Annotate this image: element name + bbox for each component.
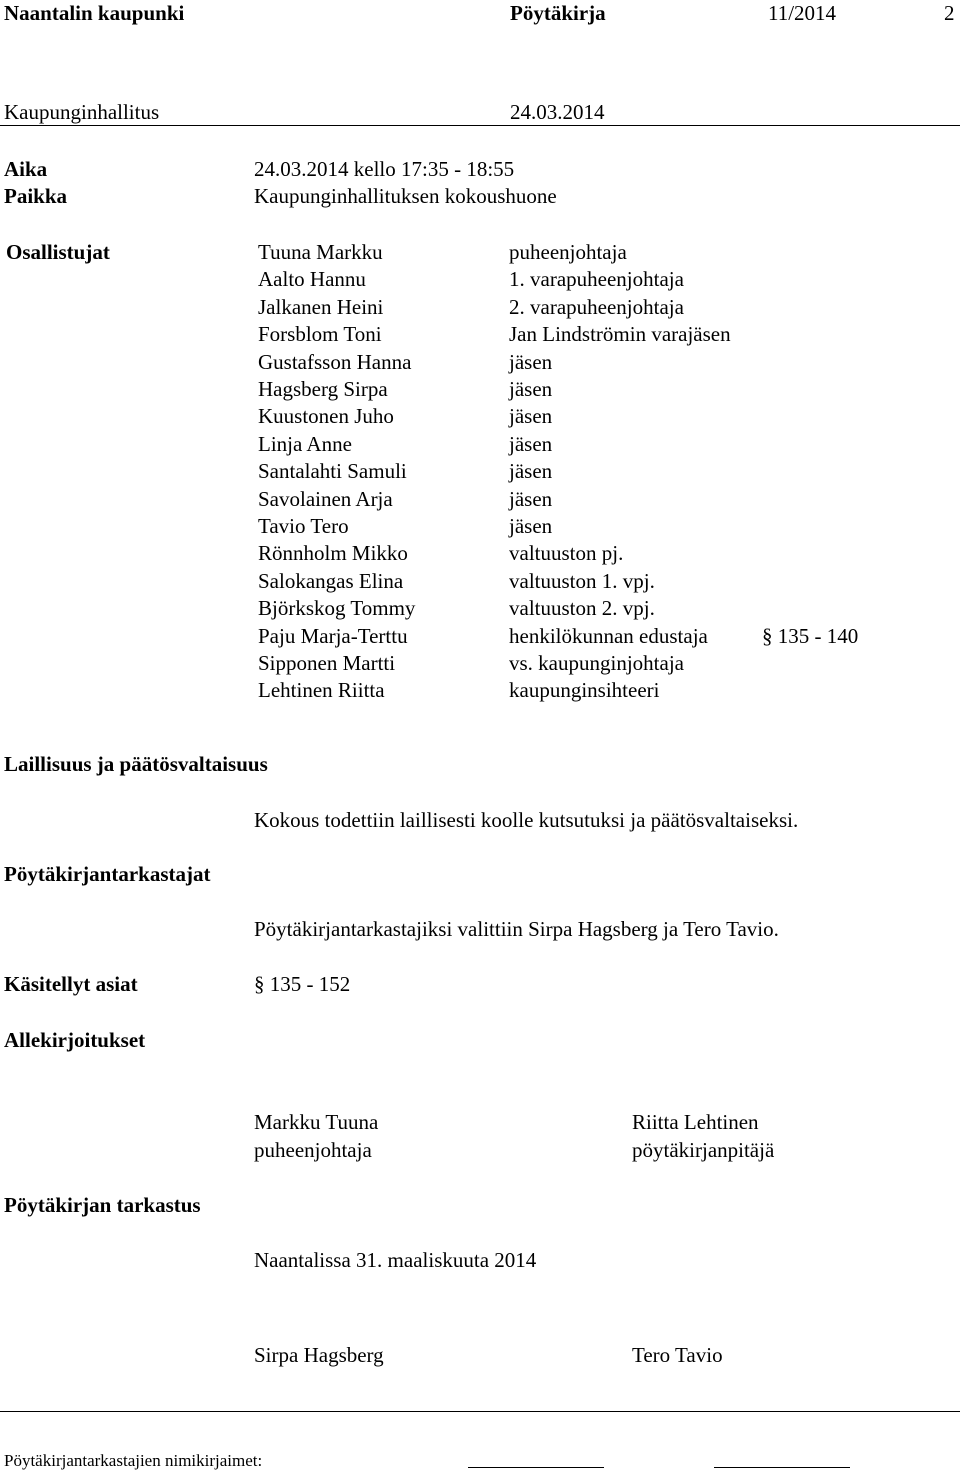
body-name: Kaupunginhallitus xyxy=(4,100,160,124)
chair-role: puheenjohtaja xyxy=(254,1138,372,1162)
participant-role: jäsen xyxy=(509,350,553,374)
participant-name: Savolainen Arja xyxy=(258,487,393,511)
participant-note: § 135 - 140 xyxy=(762,624,859,648)
place-label: Paikka xyxy=(4,184,68,208)
participant-role: valtuuston 1. vpj. xyxy=(509,569,655,593)
examiners-text: Pöytäkirjantarkastajiksi valittiin Sirpa Hagsberg ja Tero Tavio. xyxy=(254,917,779,941)
participant-role: 1. varapuheenjohtaja xyxy=(509,267,684,291)
items-label: Käsitellyt asiat xyxy=(4,972,138,996)
participant-role: jäsen xyxy=(509,459,553,483)
participant-role: Jan Lindströmin varajäsen xyxy=(509,322,731,346)
participant-role: jäsen xyxy=(509,432,553,456)
time-value: 24.03.2014 kello 17:35 - 18:55 xyxy=(254,157,515,181)
participant-name: Kuustonen Juho xyxy=(258,404,394,428)
doc-type: Pöytäkirja xyxy=(510,1,606,25)
review-label: Pöytäkirjan tarkastus xyxy=(4,1193,201,1217)
participant-name: Rönnholm Mikko xyxy=(258,541,408,565)
secretary-role: pöytäkirjanpitäjä xyxy=(632,1138,775,1162)
doc-number: 11/2014 xyxy=(768,1,837,25)
initials-line-2 xyxy=(714,1467,850,1468)
participant-name: Salokangas Elina xyxy=(258,569,404,593)
participant-role: valtuuston pj. xyxy=(509,541,624,565)
participant-role: kaupunginsihteeri xyxy=(509,678,660,702)
page-number: 2 xyxy=(944,1,955,25)
participant-role: jäsen xyxy=(509,404,553,428)
participant-name: Sipponen Martti xyxy=(258,651,396,675)
participant-name: Aalto Hannu xyxy=(258,267,366,291)
header-date: 24.03.2014 xyxy=(510,100,605,124)
participant-name: Hagsberg Sirpa xyxy=(258,377,388,401)
time-label: Aika xyxy=(4,157,48,181)
legality-text: Kokous todettiin laillisesti koolle kutsutuksi ja päätösvaltaiseksi. xyxy=(254,808,799,832)
examiners-label: Pöytäkirjantarkastajat xyxy=(4,862,211,886)
participants-label: Osallistujat xyxy=(6,240,110,264)
header-rule xyxy=(0,125,960,126)
footer-rule xyxy=(0,1411,960,1412)
initials-label: Pöytäkirjantarkastajien nimikirjaimet: xyxy=(4,1451,263,1470)
participant-role: valtuuston 2. vpj. xyxy=(509,596,655,620)
place-value: Kaupunginhallituksen kokoushuone xyxy=(254,184,557,208)
participant-role: jäsen xyxy=(509,487,553,511)
initials-line-1 xyxy=(468,1467,604,1468)
review-place-date: Naantalissa 31. maaliskuuta 2014 xyxy=(254,1248,537,1272)
org-name: Naantalin kaupunki xyxy=(4,1,185,25)
examiner-1-name: Sirpa Hagsberg xyxy=(254,1343,384,1367)
secretary-name: Riitta Lehtinen xyxy=(632,1110,759,1134)
participant-name: Tavio Tero xyxy=(258,514,349,538)
signatures-label: Allekirjoitukset xyxy=(4,1028,146,1052)
participant-name: Gustafsson Hanna xyxy=(258,350,412,374)
participant-name: Linja Anne xyxy=(258,432,352,456)
participant-name: Jalkanen Heini xyxy=(258,295,384,319)
participant-name: Björkskog Tommy xyxy=(258,596,416,620)
chair-name: Markku Tuuna xyxy=(254,1110,379,1134)
participant-role: henkilökunnan edustaja xyxy=(509,624,708,648)
participant-role: jäsen xyxy=(509,377,553,401)
participant-name: Forsblom Toni xyxy=(258,322,382,346)
participant-name: Santalahti Samuli xyxy=(258,459,407,483)
examiner-2-name: Tero Tavio xyxy=(632,1343,723,1367)
items-value: § 135 - 152 xyxy=(254,972,351,996)
participant-name: Lehtinen Riitta xyxy=(258,678,385,702)
participant-role: 2. varapuheenjohtaja xyxy=(509,295,684,319)
legality-label: Laillisuus ja päätösvaltaisuus xyxy=(4,752,268,776)
participant-role: puheenjohtaja xyxy=(509,240,627,264)
participant-role: jäsen xyxy=(509,514,553,538)
participant-role: vs. kaupunginjohtaja xyxy=(509,651,684,675)
participant-name: Tuuna Markku xyxy=(258,240,383,264)
participant-name: Paju Marja-Terttu xyxy=(258,624,408,648)
